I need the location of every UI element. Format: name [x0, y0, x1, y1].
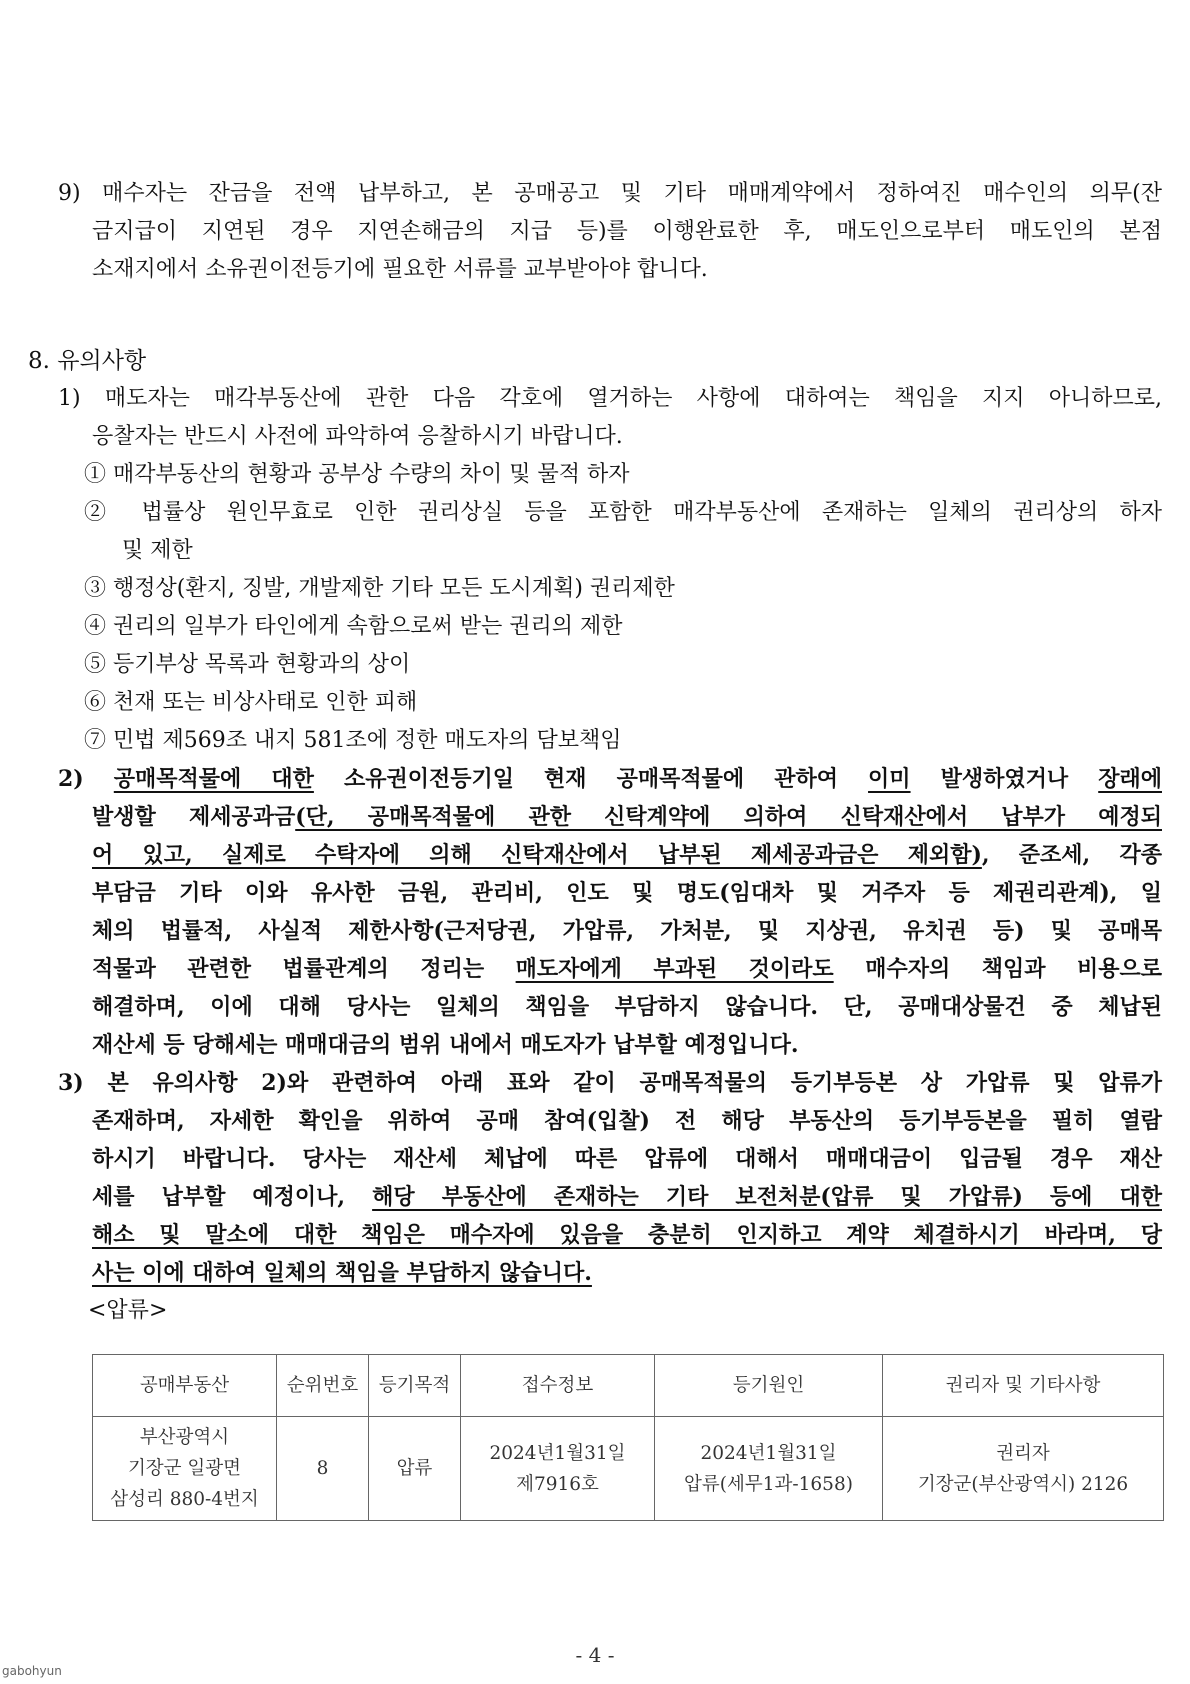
- property-line: 기장군 일광면: [127, 1458, 242, 1479]
- item1-sub-5: ⑤ 등기부상 목록과 현황과의 상이: [84, 652, 411, 677]
- item2-u-target: 공매목적물에 대한: [113, 766, 314, 792]
- col-header-holder: 권리자 및 기타사항: [883, 1355, 1164, 1417]
- table-header-row: [93, 1355, 1164, 1417]
- item2-u-future: 장래에: [1098, 766, 1162, 792]
- item2-u-seller: 매도자에게 부과된 것이라도: [515, 956, 834, 982]
- col-header-property: 공매부동산: [93, 1355, 277, 1417]
- item2-line7: 해결하며, 이에 대해 당사는 일체의 책임을 부담하지 않습니다. 단, 공매대상물건 중 체납된: [92, 994, 1162, 1020]
- col-header-rank: 순위번호: [277, 1355, 369, 1417]
- property-line: 삼성리 880-4번지: [110, 1489, 259, 1510]
- holder-label: 권리자: [996, 1442, 1050, 1464]
- item3-line5: [92, 1216, 1162, 1254]
- property-line: 부산광역시: [139, 1427, 230, 1448]
- section-title: 8. 유의사항: [28, 348, 147, 374]
- receipt-date: 2024년1월31일: [489, 1442, 626, 1464]
- item3-line6: [92, 1254, 592, 1292]
- item1-sub-2-cont: 및 제한: [122, 538, 193, 563]
- item1-sub-6: ⑥ 천재 또는 비상사태로 인한 피해: [84, 690, 418, 715]
- item2-u-exception: (단, 공매목적물에 관한 신탁계약에 의하여 신탁재산에서 납부가 예정되: [295, 804, 1162, 830]
- table-caption: <압류>: [88, 1298, 168, 1323]
- item9-line2: 금지급이 지연된 경우 지연손해금의 지급 등)를 이행완료한 후, 매도인으로부터 매도인의 본점: [92, 219, 1162, 244]
- item1-sub-2: ② 법률상 원인무효로 인한 권리상실 등을 포함한 매각부동산에 존재하는 일체의 권리상의 하자: [84, 500, 1162, 525]
- item2-line1: [58, 760, 1162, 798]
- item2-u-already: 이미: [868, 766, 911, 792]
- item2-line6: [92, 950, 1162, 988]
- cause-date: 2024년1월31일: [700, 1442, 837, 1464]
- item2-text: , 준조세, 각종: [981, 842, 1162, 868]
- item2-text: 발생할 제세공과금: [92, 804, 296, 830]
- cell-cause: [655, 1417, 883, 1521]
- item2-u-exception-cont: 어 있고, 실제로 수탁자에 의해 신탁재산에서 납부된 제세공과금은 제외함): [92, 842, 982, 868]
- item2-number: 2): [58, 766, 84, 792]
- item2-line2: [92, 798, 1162, 836]
- item1-sub-4: ④ 권리의 일부가 타인에게 속함으로써 받는 권리의 제한: [84, 614, 623, 639]
- col-header-purpose: 등기목적: [369, 1355, 461, 1417]
- item9-line1: 9) 매수자는 잔금을 전액 납부하고, 본 공매공고 및 기타 매매계약에서 정하여진 매수인의 의무(잔: [58, 181, 1162, 206]
- item2-line8: 재산세 등 당해세는 매매대금의 범위 내에서 매도자가 납부할 예정입니다.: [92, 1032, 799, 1058]
- cell-purpose: 압류: [369, 1417, 461, 1521]
- cause-detail: 압류(세무1과-1658): [684, 1473, 853, 1495]
- page-number: - 4 -: [575, 1643, 615, 1667]
- watermark: gabohyun: [2, 1664, 62, 1678]
- receipt-number: 제7916호: [516, 1473, 599, 1495]
- item2-line4: 부담금 기타 이와 유사한 금원, 관리비, 인도 및 명도(임대차 및 거주자 등 제권리관계), 일: [92, 880, 1162, 906]
- item1-sub-1: ① 매각부동산의 현황과 공부상 수량의 차이 및 물적 하자: [84, 462, 630, 487]
- item2-text: 소유권이전등기일 현재 공매목적물에 관하여: [313, 766, 869, 792]
- col-header-cause: 등기원인: [655, 1355, 883, 1417]
- table-row: [93, 1417, 1164, 1521]
- cell-property: [93, 1417, 277, 1521]
- item3-u-no-liability: 사는 이에 대하여 일체의 책임을 부담하지 않습니다.: [92, 1260, 592, 1286]
- item3-line3: 하시기 바랍니다. 당사는 재산세 체납에 따른 압류에 대해서 매매대금이 입금될 경우 재산: [92, 1146, 1162, 1172]
- item2-line3: [92, 836, 1162, 874]
- item3-u-responsibility: 해소 및 말소에 대한 책임은 매수자에 있음을 충분히 인지하고 계약 체결하시기 바라며, 당: [92, 1222, 1162, 1248]
- item3-text: 세를 납부할 예정이나,: [92, 1184, 373, 1210]
- seizure-table: [92, 1354, 1164, 1521]
- cell-rank: 8: [277, 1417, 369, 1521]
- item2-text: 발생하였거나: [910, 766, 1099, 792]
- holder-name: 기장군(부산광역시) 2126: [917, 1473, 1129, 1495]
- item1-line2: 응찰자는 반드시 사전에 파악하여 응찰하시기 바랍니다.: [92, 424, 623, 449]
- item2-text: 매수자의 책임과 비용으로: [833, 956, 1162, 982]
- cell-holder: [883, 1417, 1164, 1521]
- item2-text: 적물과 관련한 법률관계의 정리는: [92, 956, 516, 982]
- item3-u-preservation: 해당 부동산에 존재하는 기타 보전처분(압류 및 가압류) 등에 대한: [372, 1184, 1162, 1210]
- item3-line2: 존재하며, 자세한 확인을 위하여 공매 참여(입찰) 전 해당 부동산의 등기부등본을 필히 열람: [92, 1108, 1162, 1134]
- item1-sub-7: ⑦ 민법 제569조 내지 581조에 정한 매도자의 담보책임: [84, 728, 622, 753]
- item1-line1: 1) 매도자는 매각부동산에 관한 다음 각호에 열거하는 사항에 대하여는 책임을 지지 아니하므로,: [58, 386, 1162, 411]
- item9-line3: 소재지에서 소유권이전등기에 필요한 서류를 교부받아야 합니다.: [92, 257, 708, 282]
- item1-sub-3: ③ 행정상(환지, 징발, 개발제한 기타 모든 도시계획) 권리제한: [84, 576, 675, 601]
- col-header-receipt: 접수정보: [461, 1355, 655, 1417]
- item3-line4: [92, 1178, 1162, 1216]
- cell-receipt: [461, 1417, 655, 1521]
- item2-line5: 체의 법률적, 사실적 제한사항(근저당권, 가압류, 가처분, 및 지상권, 유치권 등) 및 공매목: [92, 918, 1162, 944]
- item3-line1: 3) 본 유의사항 2)와 관련하여 아래 표와 같이 공매목적물의 등기부등본 상 가압류 및 압류가: [58, 1070, 1162, 1096]
